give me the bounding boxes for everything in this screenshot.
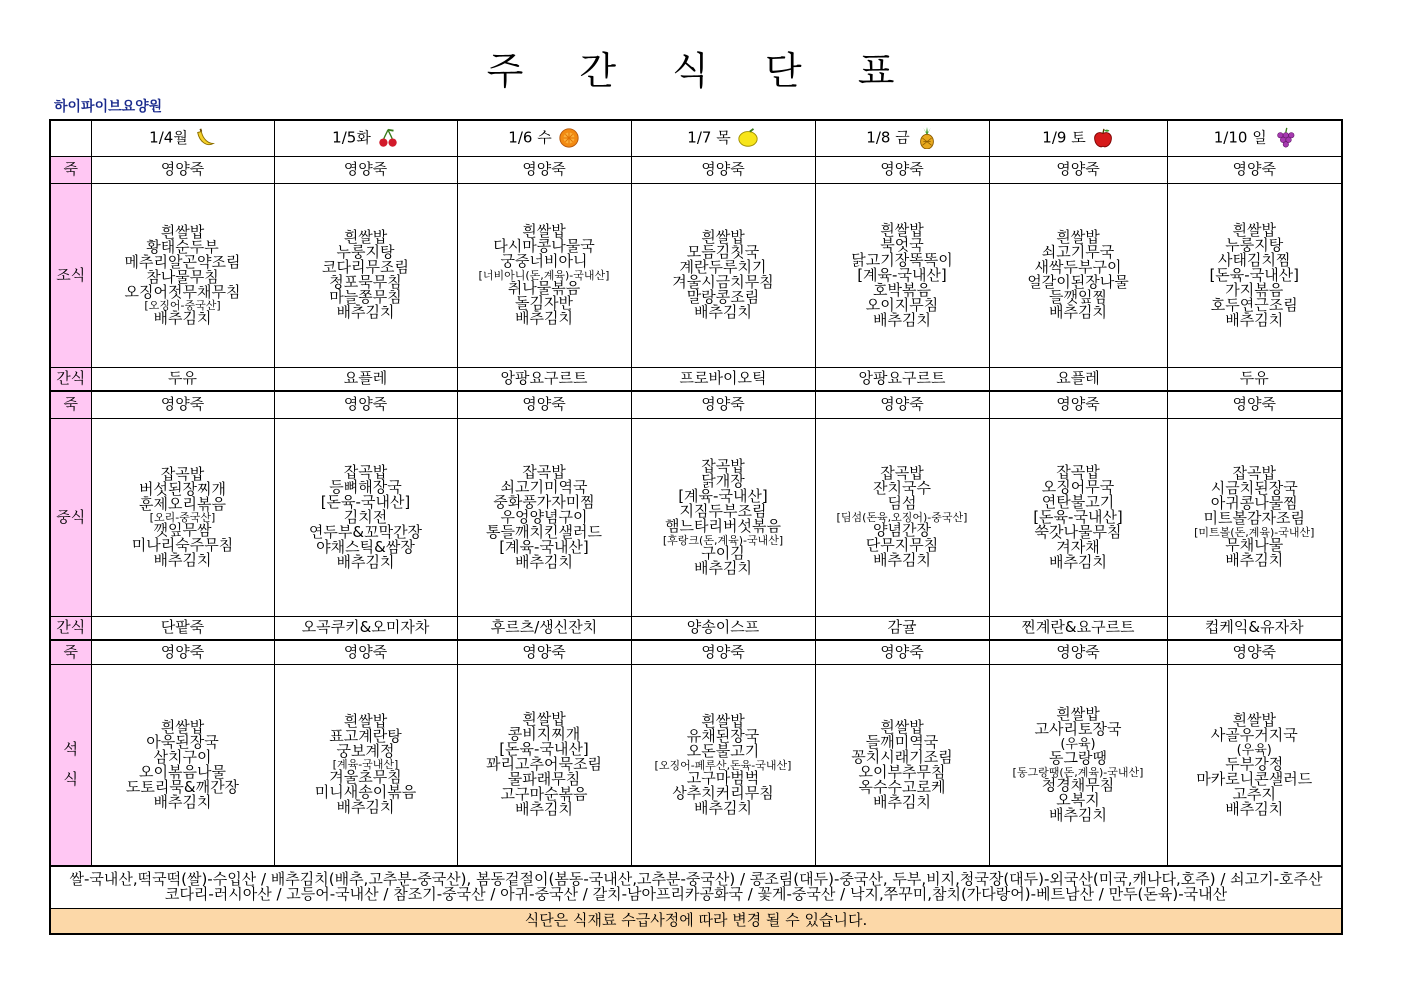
menu-item: 겨울초무침 <box>329 768 402 787</box>
origin-note: [계육-국내산] <box>332 758 399 772</box>
menu-item: 배추김치 <box>873 310 931 329</box>
origin-note: [계육-국내산] <box>678 486 768 505</box>
day-header: 1/9 토 <box>989 120 1167 156</box>
menu-cell <box>631 664 815 866</box>
menu-item: 모듬김칫국 <box>686 243 760 261</box>
menu-item: 미트볼감자조림 <box>1203 509 1305 527</box>
menu-cell: 영양죽 <box>274 640 457 664</box>
menu-cell: 두유 <box>1167 367 1342 391</box>
menu-item: 오돈불고기 <box>686 741 760 760</box>
origin-note: [오리-중국산] <box>149 510 216 524</box>
breakfast-row <box>50 183 1342 367</box>
menu-item: 흰쌀밥 <box>1232 220 1276 239</box>
menu-item: 배추김치 <box>694 303 752 321</box>
menu-item: 들깨미역국 <box>865 732 939 751</box>
menu-item: 잔치국수 <box>873 479 931 497</box>
row-label-porridge: 죽 <box>50 391 91 418</box>
row-label-porridge: 죽 <box>50 640 91 664</box>
lunch-row <box>50 418 1342 616</box>
menu-cell: 영양죽 <box>989 640 1167 664</box>
menu-item: 배추김치 <box>694 558 752 577</box>
origin-note: [돈육-국내산] <box>1033 507 1123 526</box>
menu-item: 미나리숙주무침 <box>131 535 234 554</box>
menu-item: 배추김치 <box>694 798 752 817</box>
menu-item: 연두부&꼬막간장 <box>308 522 423 541</box>
menu-item: 배추김치 <box>1225 551 1284 569</box>
menu-cell <box>815 418 989 616</box>
menu-cell <box>631 418 815 616</box>
menu-item: 흰쌀밥 <box>880 220 924 239</box>
weekly-menu-table <box>49 119 1343 935</box>
menu-cell: 요플레 <box>274 367 457 391</box>
apple-icon <box>1092 127 1114 149</box>
menu-item: 흰쌀밥 <box>343 712 388 731</box>
day-header: 1/7 목 <box>631 120 815 156</box>
menu-cell: 후르츠/생신잔치 <box>457 616 631 640</box>
evening-porridge-row <box>50 640 1342 664</box>
menu-item: 고구마순볶음 <box>500 785 588 804</box>
orange-icon <box>558 127 580 149</box>
menu-cell: 영양죽 <box>989 156 1167 183</box>
menu-item: 연탄불고기 <box>1041 492 1115 511</box>
menu-item: 양념간장 <box>873 521 931 539</box>
menu-item: 들깻잎찜 <box>1049 288 1107 306</box>
menu-item: 잡곡밥 <box>160 464 205 483</box>
origin-note: [후랑크(돈,계육)-국내산] <box>662 533 784 547</box>
menu-item: 새싹두부구이 <box>1034 258 1122 276</box>
menu-cell <box>274 418 457 616</box>
menu-cell: 영양죽 <box>91 391 274 418</box>
menu-cell: 영양죽 <box>457 640 631 664</box>
menu-item: 배추김치 <box>873 792 931 811</box>
menu-item: 햄느타리버섯볶음 <box>665 516 781 535</box>
menu-item: 배추김치 <box>1049 303 1107 321</box>
menu-cell: 두유 <box>91 367 274 391</box>
noon-porridge-row <box>50 391 1342 418</box>
menu-item: 흰쌀밥 <box>160 222 205 241</box>
menu-item: 우엉양념구이 <box>500 507 588 526</box>
menu-item: 배추김치 <box>1049 552 1107 571</box>
menu-cell: 영양죽 <box>1167 391 1342 418</box>
menu-cell <box>274 664 457 866</box>
menu-item: 삼치구이 <box>153 747 212 766</box>
day-header: 1/5화 <box>274 120 457 156</box>
menu-item: 잡곡밥 <box>1232 464 1276 482</box>
menu-item: 취나물볶음 <box>507 279 581 297</box>
menu-item: 사태김치찜 <box>1218 250 1291 269</box>
origin-note: [너비아니(돈,계육)-국내산] <box>478 269 610 282</box>
menu-item: 흰쌀밥 <box>701 228 745 246</box>
menu-item: 고추지 <box>1232 784 1276 803</box>
menu-cell <box>91 183 274 367</box>
menu-cell: 오곡쿠키&오미자차 <box>274 616 457 640</box>
menu-cell: 요플레 <box>989 367 1167 391</box>
menu-item: 궁중너비아니 <box>500 252 588 270</box>
menu-cell: 양송이스프 <box>631 616 815 640</box>
menu-item: 아귀콩나물찜 <box>1210 494 1298 512</box>
menu-cell: 영양죽 <box>457 156 631 183</box>
menu-item: 배추김치 <box>336 798 395 817</box>
menu-item: 옥수수고로케 <box>858 777 946 796</box>
cherry-icon <box>377 127 399 149</box>
menu-item: 계란두루치기 <box>679 258 767 276</box>
origin-notes <box>50 866 1342 908</box>
menu-item: 버섯된장찌개 <box>139 479 226 498</box>
menu-item: 마카로니콘샐러드 <box>1196 769 1313 788</box>
day-header: 1/4월 <box>91 120 274 156</box>
menu-item: 배추김치 <box>873 551 931 569</box>
menu-item: 오이지무침 <box>865 295 939 314</box>
menu-cell <box>91 664 274 866</box>
menu-item: 마늘쫑무침 <box>329 288 402 306</box>
menu-item: 잡곡밥 <box>522 462 566 481</box>
menu-cell: 영양죽 <box>91 640 274 664</box>
banana-icon <box>194 127 216 149</box>
menu-cell: 앙팡요구르트 <box>815 367 989 391</box>
menu-item: 코다리무조림 <box>322 258 409 276</box>
row-label-snack: 간식 <box>50 616 91 640</box>
menu-item: 지짐두부조림 <box>679 501 767 520</box>
menu-cell <box>457 183 631 367</box>
menu-item: 호두연근조림 <box>1210 295 1298 314</box>
menu-cell: 영양죽 <box>1167 156 1342 183</box>
menu-item: 꽁치시래기조림 <box>851 747 953 766</box>
menu-item: 청경채무침 <box>1041 775 1115 794</box>
menu-item: 오복지 <box>1056 790 1100 809</box>
origin-note: [오징어-중국산] <box>144 298 221 312</box>
menu-item: 북엇국 <box>880 235 924 254</box>
menu-item: 등뼈해장국 <box>329 477 402 496</box>
grape-icon <box>1273 127 1295 149</box>
menu-item: 잡곡밥 <box>1056 462 1100 481</box>
menu-item: 표고계란탕 <box>329 727 402 746</box>
menu-cell: 영양죽 <box>815 391 989 418</box>
menu-item: 호박볶음 <box>873 280 931 299</box>
menu-item: 배추김치 <box>153 308 212 327</box>
menu-cell: 영양죽 <box>815 640 989 664</box>
menu-item: 누룽지탕 <box>1225 235 1284 254</box>
menu-item: 유채된장국 <box>686 726 760 745</box>
row-label-porridge: 죽 <box>50 156 91 183</box>
menu-item: 메추리알곤약조림 <box>124 252 241 271</box>
menu-cell: 찐계란&요구르트 <box>989 616 1167 640</box>
menu-item: 닭고기장똑똑이 <box>851 250 953 269</box>
menu-cell: 영양죽 <box>631 156 815 183</box>
menu-item: 구이김 <box>701 543 745 562</box>
menu-item: 도토리묵&깨간장 <box>125 777 240 796</box>
menu-item: 고사리토장국 <box>1034 719 1122 738</box>
menu-item: 흰쌀밥 <box>880 717 924 736</box>
origin-notes-line: 쌀-국내산,떡국떡(쌀)-수입산 / 배추김치(배추,고추분-중국산), 봄동겉절이(봄동-국내산,고추분-중국산) / 콩조림(대두)-중국산, 두부,비지,청국장(대두)-외국산(미국,캐나다,호주) / 쇠고기-호주산 <box>69 870 1323 889</box>
menu-cell: 영양죽 <box>274 156 457 183</box>
menu-item: 흰쌀밥 <box>522 222 566 240</box>
origin-note: [돈육-국내산] <box>320 492 411 511</box>
corner-cell <box>50 120 91 156</box>
menu-item: 아욱된장국 <box>146 732 219 751</box>
dinner-row <box>50 664 1342 866</box>
menu-cell <box>1167 418 1342 616</box>
menu-cell <box>457 418 631 616</box>
notice-row <box>50 908 1342 934</box>
origin-note: [계육-국내산] <box>499 537 589 556</box>
menu-item: 배추김치 <box>515 552 573 571</box>
menu-item: 배추김치 <box>336 552 395 571</box>
row-label-dinner: 석 식 <box>50 664 91 866</box>
menu-item: 배추김치 <box>336 303 395 321</box>
menu-item: 쑥갓나물무침 <box>1034 522 1122 541</box>
header-row <box>50 120 1342 156</box>
menu-cell: 영양죽 <box>631 640 815 664</box>
origin-note: [돈육-국내산] <box>1209 265 1300 284</box>
menu-item: 상추치커리무침 <box>672 783 774 802</box>
menu-item: 흰쌀밥 <box>343 228 388 246</box>
menu-item: 배추김치 <box>1049 805 1107 824</box>
origin-note: [오징어-페루산,돈육-국내산] <box>654 758 792 772</box>
pm-snack-row <box>50 616 1342 640</box>
menu-item: 단무지무침 <box>865 536 939 554</box>
menu-cell: 감귤 <box>815 616 989 640</box>
menu-item: 말랑콩조림 <box>686 288 760 306</box>
menu-cell: 프로바이오틱 <box>631 367 815 391</box>
menu-item: 무채나물 <box>1225 536 1284 554</box>
menu-item: 오징어젓무채무침 <box>124 282 241 301</box>
row-label-snack: 간식 <box>50 367 91 391</box>
origin-note: [딤섬(돈육,오징어)-중국산] <box>836 511 968 524</box>
menu-item: 배추김치 <box>1225 310 1284 329</box>
origin-note: [동그랑땡(돈,계육)-국내산] <box>1012 765 1144 779</box>
menu-item: 가지볶음 <box>1225 280 1284 299</box>
lemon-icon <box>737 127 759 149</box>
menu-item: 동그랑땡 <box>1049 748 1107 767</box>
menu-item: 사골우거지국 <box>1210 725 1298 744</box>
menu-cell: 영양죽 <box>631 391 815 418</box>
menu-item: 김치전 <box>343 507 388 526</box>
menu-item: 오이볶음나물 <box>139 762 226 781</box>
menu-item: 참나물무침 <box>146 267 219 286</box>
menu-item: 다시마콩나물국 <box>493 237 595 255</box>
menu-item: 쇠고기무국 <box>1041 243 1115 261</box>
menu-item: 황태순두부 <box>146 237 219 256</box>
change-notice: 식단은 식재료 수급사정에 따라 변경 될 수 있습니다. <box>50 908 1342 934</box>
page-title: 주 간 식 단 표 <box>486 49 917 93</box>
menu-item: 통들깨치킨샐러드 <box>486 522 602 541</box>
am-snack-row <box>50 367 1342 391</box>
menu-item: 깻잎무쌈 <box>153 520 212 539</box>
menu-cell <box>274 183 457 367</box>
menu-cell <box>989 418 1167 616</box>
menu-item: 물파래무침 <box>507 770 581 789</box>
morning-porridge-row <box>50 156 1342 183</box>
menu-cell: 컵케익&유자차 <box>1167 616 1342 640</box>
menu-item: 흰쌀밥 <box>522 710 566 729</box>
menu-cell <box>815 183 989 367</box>
menu-item: 흰쌀밥 <box>1056 228 1100 246</box>
menu-item: 궁보계정 <box>336 742 395 761</box>
menu-item: 고구마범벅 <box>686 768 760 787</box>
organization-name: 하이파이브요양원 <box>54 99 163 115</box>
menu-item: 얼갈이된장나물 <box>1027 273 1129 291</box>
menu-item: 흰쌀밥 <box>1232 710 1276 729</box>
menu-item: 흰쌀밥 <box>1056 704 1100 723</box>
menu-cell: 영양죽 <box>815 156 989 183</box>
menu-cell: 영양죽 <box>989 391 1167 418</box>
menu-item: 쇠고기미역국 <box>500 477 588 496</box>
menu-item: 미니새송이볶음 <box>314 783 417 802</box>
origin-note: (우육) <box>1236 742 1272 758</box>
menu-item: 돌김자반 <box>515 294 573 312</box>
menu-cell <box>815 664 989 866</box>
row-label-breakfast: 조식 <box>50 183 91 367</box>
menu-item: 흰쌀밥 <box>701 711 745 730</box>
menu-item: 배추김치 <box>515 309 573 327</box>
origin-note: [돈육-국내산] <box>499 740 589 759</box>
menu-cell: 영양죽 <box>91 156 274 183</box>
menu-cell: 영양죽 <box>1167 640 1342 664</box>
menu-item: 잡곡밥 <box>343 462 388 481</box>
origin-note: [미트볼(돈,계육)-국내산] <box>1194 526 1315 539</box>
menu-item: 청포묵무침 <box>329 273 402 291</box>
origin-notes-line: 코다리-러시아산 / 고등어-국내산 / 참조기-중국산 / 아귀-중국산 / 갈치-남아프리카공화국 / 꽃게-중국산 / 낙지,쭈꾸미,참치(가다랑어)-베트남산 / 만두(돈육)-국내산 <box>164 885 1228 904</box>
menu-cell <box>631 183 815 367</box>
menu-item: 누룽지탕 <box>336 243 395 261</box>
menu-item: 훈제오리볶음 <box>139 494 226 513</box>
menu-cell <box>457 664 631 866</box>
menu-item: 오징어무국 <box>1041 477 1115 496</box>
menu-item: 딤섬 <box>887 494 917 512</box>
menu-cell <box>989 183 1167 367</box>
menu-item: 잡곡밥 <box>880 464 924 482</box>
menu-cell: 앙팡요구르트 <box>457 367 631 391</box>
menu-item: 오이부추무침 <box>858 762 946 781</box>
row-label-lunch: 중식 <box>50 418 91 616</box>
day-header: 1/10 일 <box>1167 120 1342 156</box>
menu-item: 야채스틱&쌈장 <box>316 537 415 556</box>
menu-item: 배추김치 <box>153 792 212 811</box>
pineapple-icon <box>916 127 938 149</box>
menu-item: 겨울시금치무침 <box>672 273 774 291</box>
menu-cell: 영양죽 <box>274 391 457 418</box>
origin-note: [계육-국내산] <box>857 265 947 284</box>
menu-cell <box>1167 664 1342 866</box>
menu-item: 잡곡밥 <box>701 456 745 475</box>
day-header: 1/8 금 <box>815 120 989 156</box>
menu-cell: 영양죽 <box>457 391 631 418</box>
menu-item: 겨자채 <box>1056 537 1100 556</box>
menu-cell: 단팥죽 <box>91 616 274 640</box>
menu-cell <box>989 664 1167 866</box>
menu-item: 중화풍가자미찜 <box>493 492 595 511</box>
menu-item: 배추김치 <box>515 800 573 819</box>
menu-item: 꽈리고추어묵조림 <box>486 755 602 774</box>
menu-item: 두부강정 <box>1225 754 1284 773</box>
origin-note: (우육) <box>1060 736 1096 752</box>
menu-item: 흰쌀밥 <box>160 717 205 736</box>
day-header: 1/6 수 <box>457 120 631 156</box>
menu-cell <box>1167 183 1342 367</box>
origin-notes-row <box>50 866 1342 908</box>
menu-item: 콩비지찌개 <box>507 725 581 744</box>
menu-item: 닭개장 <box>701 471 745 490</box>
menu-item: 시금치된장국 <box>1210 479 1298 497</box>
menu-item: 배추김치 <box>1225 799 1284 818</box>
menu-cell <box>91 418 274 616</box>
menu-item: 배추김치 <box>153 550 212 569</box>
